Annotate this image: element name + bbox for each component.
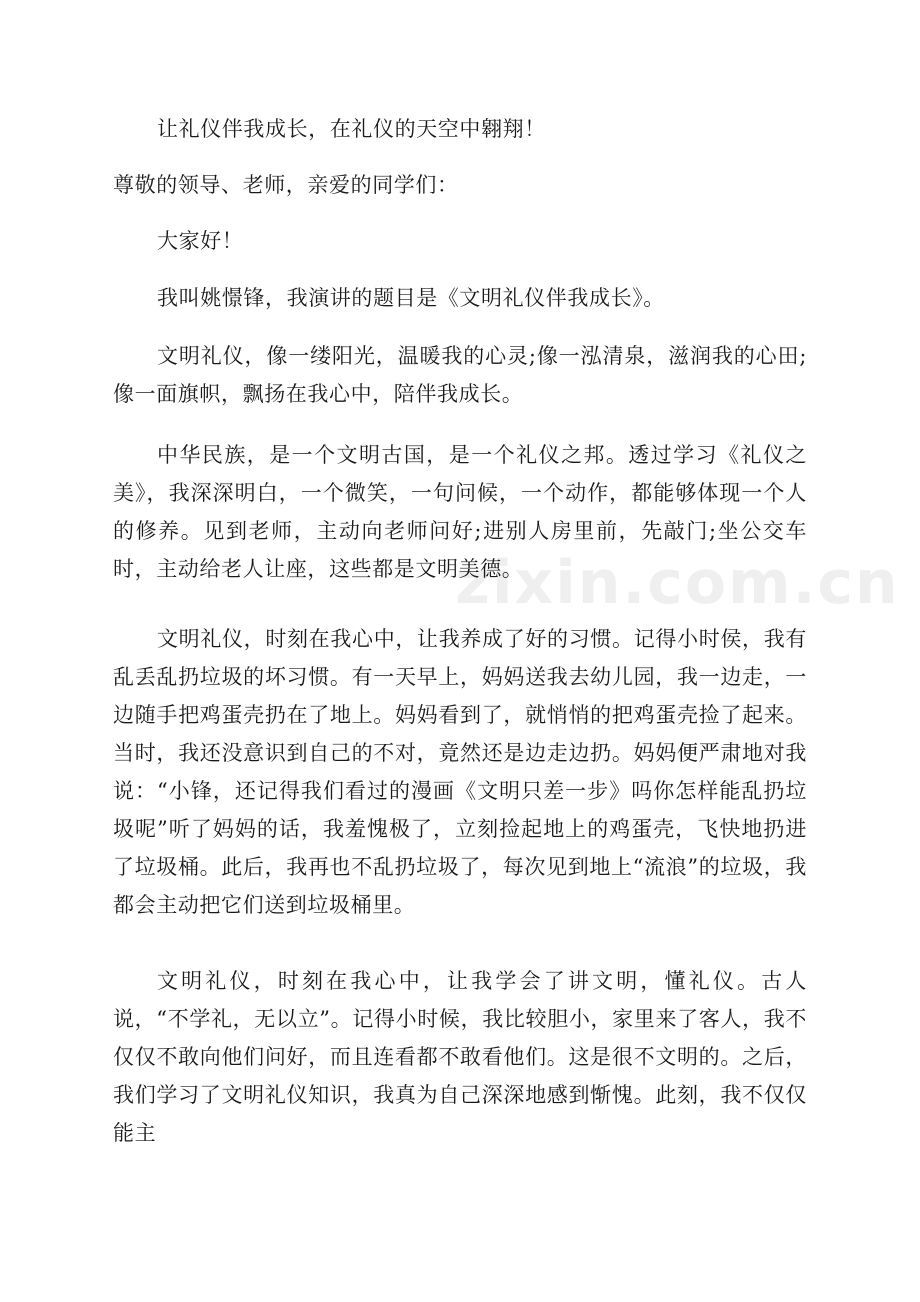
body-paragraph: 文明礼仪，时刻在我心中，让我养成了好的习惯。记得小时侯，我有乱丢乱扔垃圾的坏习惯。有一天早上，妈妈送我去幼儿园，我一边走，一边随手把鸡蛋壳扔在了地上。妈妈看到了，就悄悄的把鸡蛋壳捡了起来。当时，我还没意识到自己的不对，竟然还是边走边扔。妈妈便严肃地对我说：“小锋，还记得我们看过的漫画《文明只差一步》吗你怎样能乱扔垃圾呢”听了妈妈的话，我羞愧极了，立刻捡起地上的鸡蛋壳，飞快地扔进了垃圾桶。此后，我再也不乱扔垃圾了，每次见到地上“流浪”的垃圾，我都会主动把它们送到垃圾桶里。 <box>113 627 807 917</box>
speech-title: 让礼仪伴我成长，在礼仪的天空中翱翔！ <box>157 117 546 141</box>
watermark: zixin.com.cn <box>455 548 900 618</box>
body-paragraph: 中华民族，是一个文明古国，是一个礼仪之邦。透过学习《礼仪之美》，我深深明白，一个微笑，一句问候，一个动作，都能够体现一个人的修养。见到老师，主动向老师问好;进别人房里前，先敲门;坐公交车时，主动给老人让座，这些都是文明美德。 <box>113 443 807 581</box>
salutation: 尊敬的领导、老师，亲爱的同学们： <box>113 173 459 197</box>
greeting: 大家好！ <box>157 229 244 253</box>
introduction-paragraph: 我叫姚憬锋，我演讲的题目是《文明礼仪伴我成长》。 <box>157 286 665 310</box>
body-paragraph: 文明礼仪，像一缕阳光，温暖我的心灵;像一泓清泉，滋润我的心田;像一面旗帜，飘扬在我心中，陪伴我成长。 <box>113 344 807 406</box>
body-paragraph: 文明礼仪，时刻在我心中，让我学会了讲文明，懂礼仪。古人说，“不学礼，无以立”。记得小时候，我比较胆小，家里来了客人，我不仅仅不敢向他们问好，而且连看都不敢看他们。这是很不文明的。之后，我们学习了文明礼仪知识，我真为自己深深地感到惭愧。此刻，我不仅仅能主 <box>113 969 807 1145</box>
